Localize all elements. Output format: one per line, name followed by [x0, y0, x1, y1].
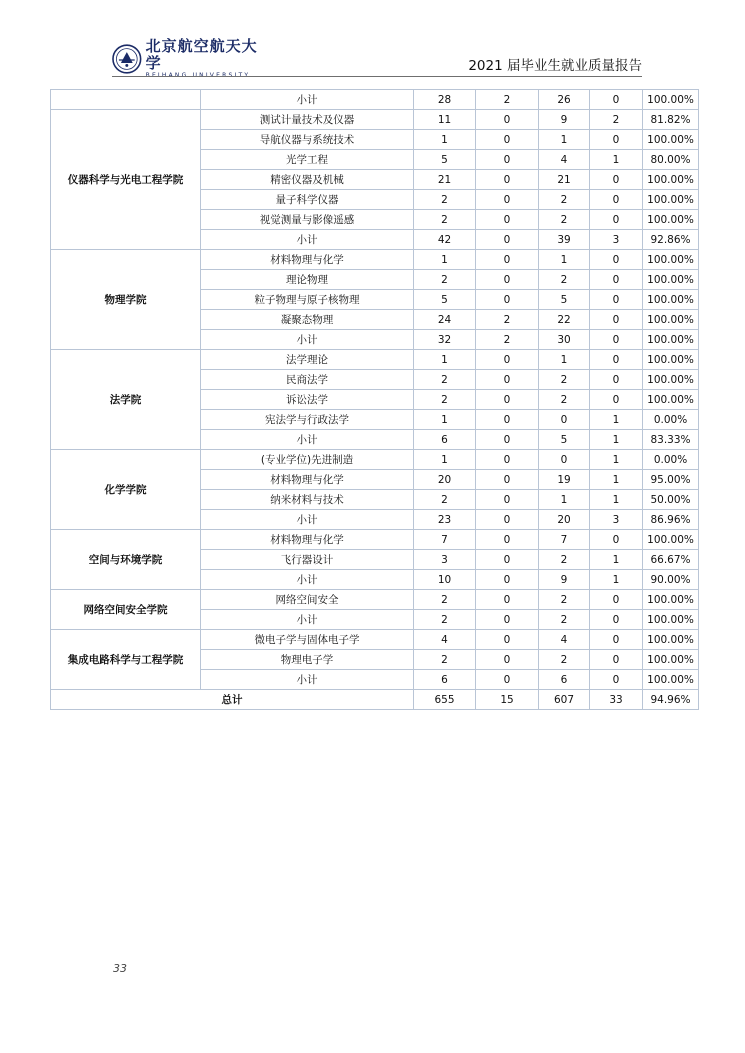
count-cell-d: 0: [590, 290, 643, 310]
university-logo: [112, 37, 272, 76]
count-cell-a: 2: [414, 370, 476, 390]
count-cell-d: 0: [590, 350, 643, 370]
count-cell-b: 0: [476, 250, 539, 270]
count-cell-c: 4: [539, 630, 590, 650]
percentage-cell: 100.00%: [643, 530, 699, 550]
count-cell-c: 21: [539, 170, 590, 190]
percentage-cell: 83.33%: [643, 430, 699, 450]
count-cell-c: 0: [539, 450, 590, 470]
count-cell-a: 23: [414, 510, 476, 530]
percentage-cell: 100.00%: [643, 670, 699, 690]
count-cell-b: 0: [476, 550, 539, 570]
count-cell-a: 3: [414, 550, 476, 570]
table-row: [51, 450, 699, 470]
count-cell-c: 2: [539, 610, 590, 630]
count-cell-c: 5: [539, 430, 590, 450]
percentage-cell: 100.00%: [643, 290, 699, 310]
count-cell-d: 0: [590, 650, 643, 670]
subtotal-row: [51, 90, 699, 110]
total-count-d: 33: [590, 690, 643, 710]
major-name-cell: 材料物理与化学: [201, 250, 414, 270]
table-row: [51, 250, 699, 270]
page-header: [112, 37, 642, 76]
major-name-cell: 小计: [201, 510, 414, 530]
count-cell-a: 24: [414, 310, 476, 330]
count-cell-d: 0: [590, 310, 643, 330]
count-cell-b: 0: [476, 350, 539, 370]
count-cell-a: 10: [414, 570, 476, 590]
count-cell-c: 0: [539, 410, 590, 430]
count-cell-c: 2: [539, 650, 590, 670]
count-cell-a: 1: [414, 450, 476, 470]
count-cell-a: 6: [414, 670, 476, 690]
count-cell-b: 0: [476, 470, 539, 490]
percentage-cell: 100.00%: [643, 330, 699, 350]
major-name-cell: 小计: [201, 230, 414, 250]
count-cell-b: 0: [476, 590, 539, 610]
percentage-cell: 0.00%: [643, 410, 699, 430]
count-cell-b: 0: [476, 430, 539, 450]
major-name-cell: 量子科学仪器: [201, 190, 414, 210]
percentage-cell: 80.00%: [643, 150, 699, 170]
header-divider: [112, 76, 642, 77]
count-cell-a: 32: [414, 330, 476, 350]
count-cell-d: 0: [590, 170, 643, 190]
college-name-cell: 网络空间安全学院: [51, 590, 201, 630]
count-cell-d: 0: [590, 590, 643, 610]
total-row: [51, 690, 699, 710]
count-cell-c: 5: [539, 290, 590, 310]
count-cell-b: 0: [476, 410, 539, 430]
percentage-cell: 90.00%: [643, 570, 699, 590]
count-cell-c: 4: [539, 150, 590, 170]
count-cell-a: 6: [414, 430, 476, 450]
count-cell-d: 1: [590, 470, 643, 490]
major-name-cell: 精密仪器及机械: [201, 170, 414, 190]
count-cell-d: 1: [590, 430, 643, 450]
major-name-cell: 材料物理与化学: [201, 530, 414, 550]
report-title: 2021 届毕业生就业质量报告: [468, 58, 642, 74]
count-cell-d: 0: [590, 330, 643, 350]
count-cell-c: 26: [539, 90, 590, 110]
count-cell-b: 0: [476, 130, 539, 150]
percentage-cell: 100.00%: [643, 610, 699, 630]
major-name-cell: 小计: [201, 330, 414, 350]
count-cell-b: 0: [476, 170, 539, 190]
count-cell-c: 30: [539, 330, 590, 350]
count-cell-a: 4: [414, 630, 476, 650]
count-cell-d: 0: [590, 530, 643, 550]
count-cell-b: 0: [476, 570, 539, 590]
major-name-cell: 测试计量技术及仪器: [201, 110, 414, 130]
major-name-cell: 材料物理与化学: [201, 470, 414, 490]
college-name-cell: 仪器科学与光电工程学院: [51, 110, 201, 250]
percentage-cell: 100.00%: [643, 170, 699, 190]
count-cell-a: 5: [414, 290, 476, 310]
count-cell-b: 0: [476, 190, 539, 210]
percentage-cell: 100.00%: [643, 210, 699, 230]
count-cell-a: 1: [414, 130, 476, 150]
count-cell-a: 2: [414, 210, 476, 230]
total-label-cell: 总计: [51, 690, 414, 710]
count-cell-b: 0: [476, 530, 539, 550]
count-cell-d: 1: [590, 150, 643, 170]
count-cell-a: 1: [414, 410, 476, 430]
percentage-cell: 100.00%: [643, 310, 699, 330]
count-cell-b: 0: [476, 150, 539, 170]
count-cell-b: 0: [476, 510, 539, 530]
university-seal-icon: [112, 44, 142, 74]
total-count-b: 15: [476, 690, 539, 710]
table-row: [51, 110, 699, 130]
count-cell-c: 2: [539, 210, 590, 230]
count-cell-a: 20: [414, 470, 476, 490]
count-cell-d: 3: [590, 510, 643, 530]
percentage-cell: 100.00%: [643, 90, 699, 110]
count-cell-d: 0: [590, 630, 643, 650]
count-cell-a: 1: [414, 250, 476, 270]
table-body: [51, 90, 699, 710]
count-cell-c: 2: [539, 590, 590, 610]
major-name-cell: 飞行器设计: [201, 550, 414, 570]
count-cell-c: 1: [539, 130, 590, 150]
count-cell-a: 2: [414, 190, 476, 210]
count-cell-b: 2: [476, 310, 539, 330]
major-name-cell: 理论物理: [201, 270, 414, 290]
major-name-cell: 小计: [201, 430, 414, 450]
major-name-cell: 诉讼法学: [201, 390, 414, 410]
count-cell-a: 28: [414, 90, 476, 110]
count-cell-c: 20: [539, 510, 590, 530]
major-name-cell: 小计: [201, 610, 414, 630]
major-name-cell: 视觉测量与影像遥感: [201, 210, 414, 230]
count-cell-c: 6: [539, 670, 590, 690]
major-name-cell: 小计: [201, 670, 414, 690]
count-cell-c: 9: [539, 570, 590, 590]
percentage-cell: 100.00%: [643, 190, 699, 210]
count-cell-d: 0: [590, 130, 643, 150]
logo-chinese-name: 北京航空航天大学: [145, 37, 258, 72]
count-cell-d: 0: [590, 610, 643, 630]
total-count-c: 607: [539, 690, 590, 710]
count-cell-d: 1: [590, 490, 643, 510]
percentage-cell: 100.00%: [643, 270, 699, 290]
count-cell-b: 0: [476, 450, 539, 470]
count-cell-d: 0: [590, 670, 643, 690]
count-cell-b: 0: [476, 210, 539, 230]
percentage-cell: 100.00%: [643, 350, 699, 370]
count-cell-b: 2: [476, 90, 539, 110]
major-name-cell: 纳米材料与技术: [201, 490, 414, 510]
count-cell-c: 2: [539, 550, 590, 570]
count-cell-a: 5: [414, 150, 476, 170]
count-cell-b: 0: [476, 630, 539, 650]
total-percentage: 94.96%: [643, 690, 699, 710]
count-cell-c: 2: [539, 190, 590, 210]
college-name-cell: [51, 90, 201, 110]
percentage-cell: 0.00%: [643, 450, 699, 470]
percentage-cell: 100.00%: [643, 250, 699, 270]
count-cell-b: 0: [476, 650, 539, 670]
count-cell-d: 2: [590, 110, 643, 130]
count-cell-d: 0: [590, 270, 643, 290]
count-cell-d: 1: [590, 570, 643, 590]
percentage-cell: 95.00%: [643, 470, 699, 490]
count-cell-c: 9: [539, 110, 590, 130]
college-name-cell: 集成电路科学与工程学院: [51, 630, 201, 690]
major-name-cell: 法学理论: [201, 350, 414, 370]
percentage-cell: 66.67%: [643, 550, 699, 570]
percentage-cell: 81.82%: [643, 110, 699, 130]
major-name-cell: 导航仪器与系统技术: [201, 130, 414, 150]
major-name-cell: 小计: [201, 570, 414, 590]
count-cell-c: 2: [539, 370, 590, 390]
count-cell-c: 7: [539, 530, 590, 550]
table-row: [51, 630, 699, 650]
table-row: [51, 350, 699, 370]
count-cell-b: 0: [476, 290, 539, 310]
count-cell-c: 2: [539, 270, 590, 290]
page-number: 33: [113, 962, 127, 975]
count-cell-b: 0: [476, 670, 539, 690]
count-cell-a: 2: [414, 490, 476, 510]
employment-stats-table: [50, 89, 699, 710]
count-cell-d: 0: [590, 250, 643, 270]
table-row: [51, 590, 699, 610]
percentage-cell: 100.00%: [643, 390, 699, 410]
major-name-cell: 物理电子学: [201, 650, 414, 670]
percentage-cell: 100.00%: [643, 130, 699, 150]
count-cell-b: 0: [476, 390, 539, 410]
percentage-cell: 50.00%: [643, 490, 699, 510]
count-cell-a: 2: [414, 610, 476, 630]
count-cell-c: 22: [539, 310, 590, 330]
count-cell-a: 21: [414, 170, 476, 190]
major-name-cell: 凝聚态物理: [201, 310, 414, 330]
count-cell-c: 19: [539, 470, 590, 490]
total-count-a: 655: [414, 690, 476, 710]
count-cell-b: 0: [476, 610, 539, 630]
percentage-cell: 100.00%: [643, 370, 699, 390]
count-cell-b: 0: [476, 230, 539, 250]
count-cell-a: 2: [414, 390, 476, 410]
college-name-cell: 化学学院: [51, 450, 201, 530]
count-cell-a: 2: [414, 270, 476, 290]
count-cell-a: 2: [414, 650, 476, 670]
count-cell-d: 3: [590, 230, 643, 250]
count-cell-a: 11: [414, 110, 476, 130]
count-cell-c: 39: [539, 230, 590, 250]
count-cell-b: 2: [476, 330, 539, 350]
count-cell-d: 1: [590, 410, 643, 430]
count-cell-d: 0: [590, 370, 643, 390]
major-name-cell: 光学工程: [201, 150, 414, 170]
major-name-cell: 小计: [201, 90, 414, 110]
count-cell-a: 2: [414, 590, 476, 610]
major-name-cell: 微电子学与固体电子学: [201, 630, 414, 650]
count-cell-b: 0: [476, 490, 539, 510]
count-cell-d: 0: [590, 390, 643, 410]
percentage-cell: 86.96%: [643, 510, 699, 530]
major-name-cell: 民商法学: [201, 370, 414, 390]
count-cell-d: 1: [590, 550, 643, 570]
count-cell-b: 0: [476, 370, 539, 390]
college-name-cell: 物理学院: [51, 250, 201, 350]
count-cell-b: 0: [476, 270, 539, 290]
count-cell-c: 2: [539, 390, 590, 410]
count-cell-d: 0: [590, 90, 643, 110]
count-cell-c: 1: [539, 490, 590, 510]
percentage-cell: 100.00%: [643, 630, 699, 650]
count-cell-c: 1: [539, 250, 590, 270]
percentage-cell: 92.86%: [643, 230, 699, 250]
count-cell-d: 0: [590, 190, 643, 210]
count-cell-b: 0: [476, 110, 539, 130]
percentage-cell: 100.00%: [643, 590, 699, 610]
college-name-cell: 空间与环境学院: [51, 530, 201, 590]
college-name-cell: 法学院: [51, 350, 201, 450]
major-name-cell: 网络空间安全: [201, 590, 414, 610]
major-name-cell: (专业学位)先进制造: [201, 450, 414, 470]
major-name-cell: 粒子物理与原子核物理: [201, 290, 414, 310]
count-cell-a: 7: [414, 530, 476, 550]
count-cell-a: 1: [414, 350, 476, 370]
count-cell-c: 1: [539, 350, 590, 370]
table-row: [51, 530, 699, 550]
count-cell-a: 42: [414, 230, 476, 250]
major-name-cell: 宪法学与行政法学: [201, 410, 414, 430]
percentage-cell: 100.00%: [643, 650, 699, 670]
count-cell-d: 1: [590, 450, 643, 470]
count-cell-d: 0: [590, 210, 643, 230]
